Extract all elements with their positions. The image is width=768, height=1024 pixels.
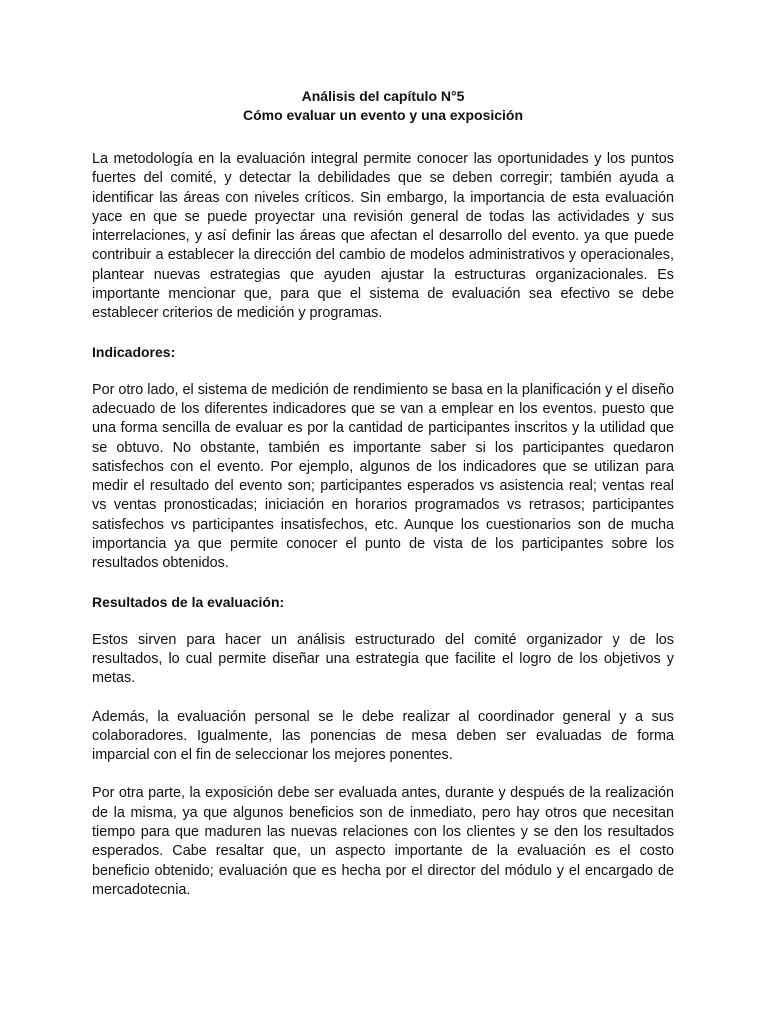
section-heading-resultados: Resultados de la evaluación: [92,593,285,610]
resultados-paragraph-3: Por otra parte, la exposición debe ser evaluada antes, durante y después de la realización de la misma, ya que algunos beneficios son de inmediato, pero hay otros que necesitan tiempo para que maduren las nuevas relaciones con los clientes y se den los resultados esperados. Cabe resaltar que, un aspecto importante de la evaluación es el costo beneficio obtenido; evaluación que es hecha por el director del módulo y el encargado de mercadotecnia. [92,785,674,898]
document-subtitle: Cómo evaluar un evento y una exposición [242,107,524,123]
resultados-paragraph-1: Estos sirven para hacer un análisis estructurado del comité organizador y de los resultados, lo cual permite diseñar una estrategia que facilite el logro de los objetivos y metas. [92,631,674,687]
indicadores-paragraph: Por otro lado, el sistema de medición de rendimiento se basa en la planificación y el diseño adecuado de los diferentes indicadores que se van a emplear en los eventos. puesto que una forma sencilla de evaluar es por la cantidad de participantes inscritos y la utilidad que se obtuvo. No obstante, también es importante saber si los participantes quedaron satisfechos con el evento. Por ejemplo, algunos de los indicadores que se utilizan para medir el resultado del evento son; participantes esperados vs asistencia real; ventas real vs ventas pronosticadas; iniciación en horarios programados vs retrasos; participantes satisfechos vs participantes insatisfechos, etc. Aunque los cuestionarios son de mucha importancia ya que permite conocer el punto de vista de los participantes sobre los resultados obtenidos. [92,381,674,572]
document-page [92,87,674,919]
intro-paragraph: La metodología en la evaluación integral permite conocer las oportunidades y los puntos fuertes del comité, y detectar la debilidades que se deben corregir; también ayuda a identificar las áreas con niveles críticos. Sin embargo, la importancia de esta evaluación yace en que se puede proyectar una revisión general de todas las actividades y sus interrelaciones, y así definir las áreas que afectan el desarrollo del evento. ya que puede contribuir a establecer la dirección del cambio de modelos administrativos y operacionales, plantear nuevas estrategias que ayuden ajustar la estructuras organizacionales. Es importante mencionar que, para que el sistema de evaluación sea efectivo se debe establecer criterios de medición y programas. [92,151,674,322]
document-title: Análisis del capítulo N°5 [301,88,465,104]
resultados-paragraph-2: Además, la evaluación personal se le debe realizar al coordinador general y a sus colaboradores. Igualmente, las ponencias de mesa deben ser evaluadas de forma imparcial con el fin de seleccionar los mejores ponentes. [92,708,674,764]
section-heading-indicadores: Indicadores: [92,343,176,360]
title-block [92,87,674,125]
